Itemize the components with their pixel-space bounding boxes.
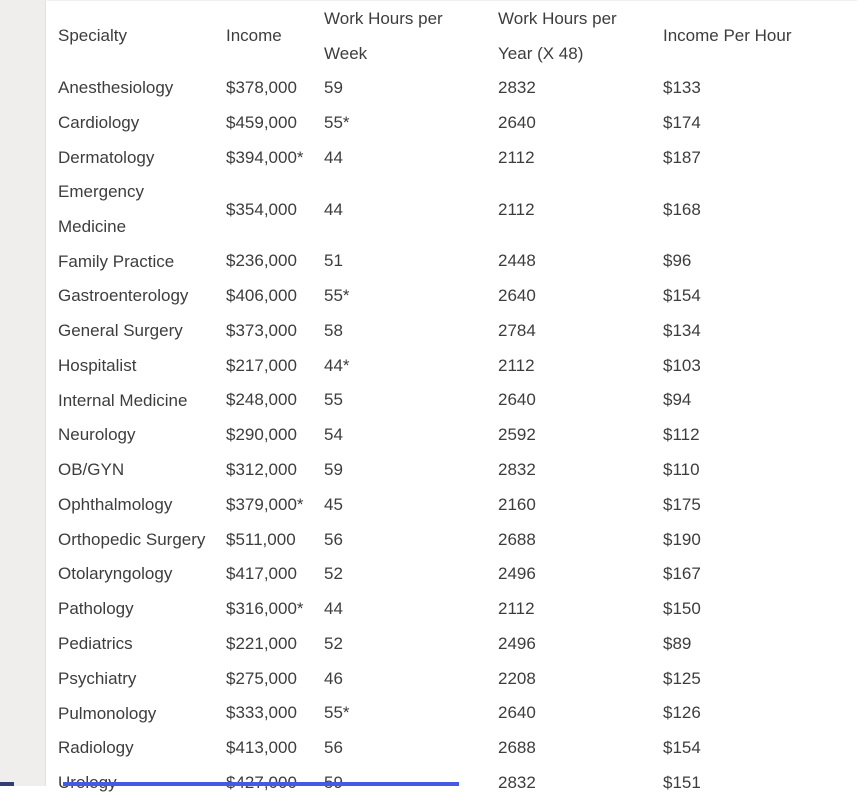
cell-hours-per-week: 58: [313, 314, 487, 349]
cell-hours-per-year: 2832: [487, 71, 652, 106]
cell-specialty: Dermatology: [47, 141, 215, 176]
cell-income-per-hour: $154: [652, 279, 857, 314]
cell-income: $312,000: [215, 453, 313, 488]
cell-specialty: Anesthesiology: [47, 71, 215, 106]
cell-hours-per-year: 2784: [487, 314, 652, 349]
cell-hours-per-year: 2688: [487, 522, 652, 557]
cell-income-per-hour: $154: [652, 731, 857, 766]
cell-specialty: Hospitalist: [47, 349, 215, 384]
column-header-work-hours-week: [313, 1, 487, 72]
cell-income-per-hour: $187: [652, 141, 857, 176]
table-row: [47, 349, 857, 384]
cell-income-per-hour: $168: [652, 175, 857, 244]
cell-hours-per-week: 44: [313, 141, 487, 176]
cell-income: $217,000: [215, 349, 313, 384]
cell-hours-per-year: 2832: [487, 766, 652, 801]
bottom-corner-marker: [0, 782, 14, 786]
cell-specialty: Neurology: [47, 418, 215, 453]
table-container: [47, 0, 858, 786]
table-row: [47, 279, 857, 314]
cell-hours-per-week: 51: [313, 244, 487, 279]
cell-hours-per-week: 55*: [313, 696, 487, 731]
table-row: [47, 141, 857, 176]
cell-income: $378,000: [215, 71, 313, 106]
cell-income: $413,000: [215, 731, 313, 766]
cell-specialty: Pathology: [47, 592, 215, 627]
table-header-row: [47, 1, 857, 72]
cell-specialty: Radiology: [47, 731, 215, 766]
cell-hours-per-week: 52: [313, 627, 487, 662]
cell-income-per-hour: $151: [652, 766, 857, 801]
table-row: [47, 175, 857, 244]
cell-specialty: Family Practice: [47, 244, 215, 279]
bottom-highlight-bar: [63, 782, 459, 786]
cell-income: $248,000: [215, 383, 313, 418]
cell-income-per-hour: $110: [652, 453, 857, 488]
cell-hours-per-year: 2496: [487, 557, 652, 592]
cell-income: $316,000*: [215, 592, 313, 627]
cell-specialty: Pediatrics: [47, 627, 215, 662]
cell-hours-per-year: 2112: [487, 349, 652, 384]
cell-income-per-hour: $112: [652, 418, 857, 453]
cell-specialty: General Surgery: [47, 314, 215, 349]
cell-specialty: Cardiology: [47, 106, 215, 141]
cell-specialty: Otolaryngology: [47, 557, 215, 592]
cell-income: $394,000*: [215, 141, 313, 176]
table-row: [47, 244, 857, 279]
cell-hours-per-year: 2112: [487, 141, 652, 176]
cell-hours-per-year: 2160: [487, 488, 652, 523]
cell-specialty: Pulmonology: [47, 696, 215, 731]
cell-hours-per-week: 56: [313, 522, 487, 557]
cell-income: $333,000: [215, 696, 313, 731]
specialty-income-table: [47, 0, 857, 801]
cell-hours-per-week: 54: [313, 418, 487, 453]
cell-income-per-hour: $125: [652, 661, 857, 696]
page-left-gutter: [0, 0, 46, 786]
table-row: [47, 592, 857, 627]
column-header-income: Income: [215, 1, 313, 72]
cell-specialty: OB/GYN: [47, 453, 215, 488]
cell-hours-per-year: 2208: [487, 661, 652, 696]
cell-income-per-hour: $167: [652, 557, 857, 592]
cell-income-per-hour: $96: [652, 244, 857, 279]
column-header-work-hours-week-label: Work Hours per Week: [324, 1, 452, 71]
cell-hours-per-year: 2640: [487, 106, 652, 141]
cell-hours-per-year: 2448: [487, 244, 652, 279]
cell-hours-per-year: 2688: [487, 731, 652, 766]
cell-income-per-hour: $150: [652, 592, 857, 627]
table-row: [47, 557, 857, 592]
cell-income: $406,000: [215, 279, 313, 314]
cell-income: $511,000: [215, 522, 313, 557]
cell-hours-per-year: 2640: [487, 383, 652, 418]
cell-income-per-hour: $133: [652, 71, 857, 106]
table-row: [47, 314, 857, 349]
cell-income-per-hour: $103: [652, 349, 857, 384]
cell-specialty: Internal Medicine: [47, 383, 215, 418]
cell-hours-per-week: 44*: [313, 349, 487, 384]
table-row: [47, 453, 857, 488]
cell-hours-per-week: 59: [313, 71, 487, 106]
table-row: [47, 383, 857, 418]
cell-income: $379,000*: [215, 488, 313, 523]
cell-specialty: Urology: [47, 766, 215, 801]
cell-hours-per-year: 2112: [487, 175, 652, 244]
table-row: [47, 106, 857, 141]
cell-hours-per-week: 55*: [313, 106, 487, 141]
cell-hours-per-week: 46: [313, 661, 487, 696]
cell-income: $417,000: [215, 557, 313, 592]
cell-hours-per-year: 2592: [487, 418, 652, 453]
cell-specialty: Psychiatry: [47, 661, 215, 696]
column-header-work-hours-year: [487, 1, 652, 72]
cell-specialty: Emergency Medicine: [47, 175, 215, 244]
cell-income: $373,000: [215, 314, 313, 349]
cell-hours-per-week: 55: [313, 383, 487, 418]
column-header-work-hours-year-label: Work Hours per Year (X 48): [498, 1, 626, 71]
cell-income: $427,000: [215, 766, 313, 801]
cell-income-per-hour: $126: [652, 696, 857, 731]
cell-income-per-hour: $89: [652, 627, 857, 662]
cell-income: $236,000: [215, 244, 313, 279]
cell-hours-per-week: 52: [313, 557, 487, 592]
cell-income-per-hour: $175: [652, 488, 857, 523]
table-row: [47, 71, 857, 106]
cell-hours-per-week: 59: [313, 453, 487, 488]
cell-income-per-hour: $134: [652, 314, 857, 349]
cell-hours-per-week: 56: [313, 731, 487, 766]
cell-income: $290,000: [215, 418, 313, 453]
table-row: [47, 661, 857, 696]
cell-income-per-hour: $174: [652, 106, 857, 141]
table-row: [47, 522, 857, 557]
cell-income: $221,000: [215, 627, 313, 662]
table-row: [47, 418, 857, 453]
column-header-income-per-hour: Income Per Hour: [652, 1, 857, 72]
cell-income: $459,000: [215, 106, 313, 141]
cell-specialty: Gastroenterology: [47, 279, 215, 314]
cell-specialty: Ophthalmology: [47, 488, 215, 523]
cell-hours-per-year: 2496: [487, 627, 652, 662]
cell-hours-per-week: 59: [313, 766, 487, 801]
column-header-specialty: Specialty: [47, 1, 215, 72]
cell-hours-per-week: 45: [313, 488, 487, 523]
table-row: [47, 731, 857, 766]
cell-hours-per-year: 2640: [487, 279, 652, 314]
cell-hours-per-week: 44: [313, 592, 487, 627]
cell-specialty: Orthopedic Surgery: [47, 522, 215, 557]
table-row: [47, 696, 857, 731]
cell-hours-per-year: 2832: [487, 453, 652, 488]
table-row: [47, 627, 857, 662]
cell-hours-per-year: 2640: [487, 696, 652, 731]
cell-hours-per-year: 2112: [487, 592, 652, 627]
table-row: [47, 488, 857, 523]
cell-hours-per-week: 55*: [313, 279, 487, 314]
cell-income-per-hour: $190: [652, 522, 857, 557]
cell-hours-per-week: 44: [313, 175, 487, 244]
cell-income: $354,000: [215, 175, 313, 244]
cell-income-per-hour: $94: [652, 383, 857, 418]
cell-income: $275,000: [215, 661, 313, 696]
